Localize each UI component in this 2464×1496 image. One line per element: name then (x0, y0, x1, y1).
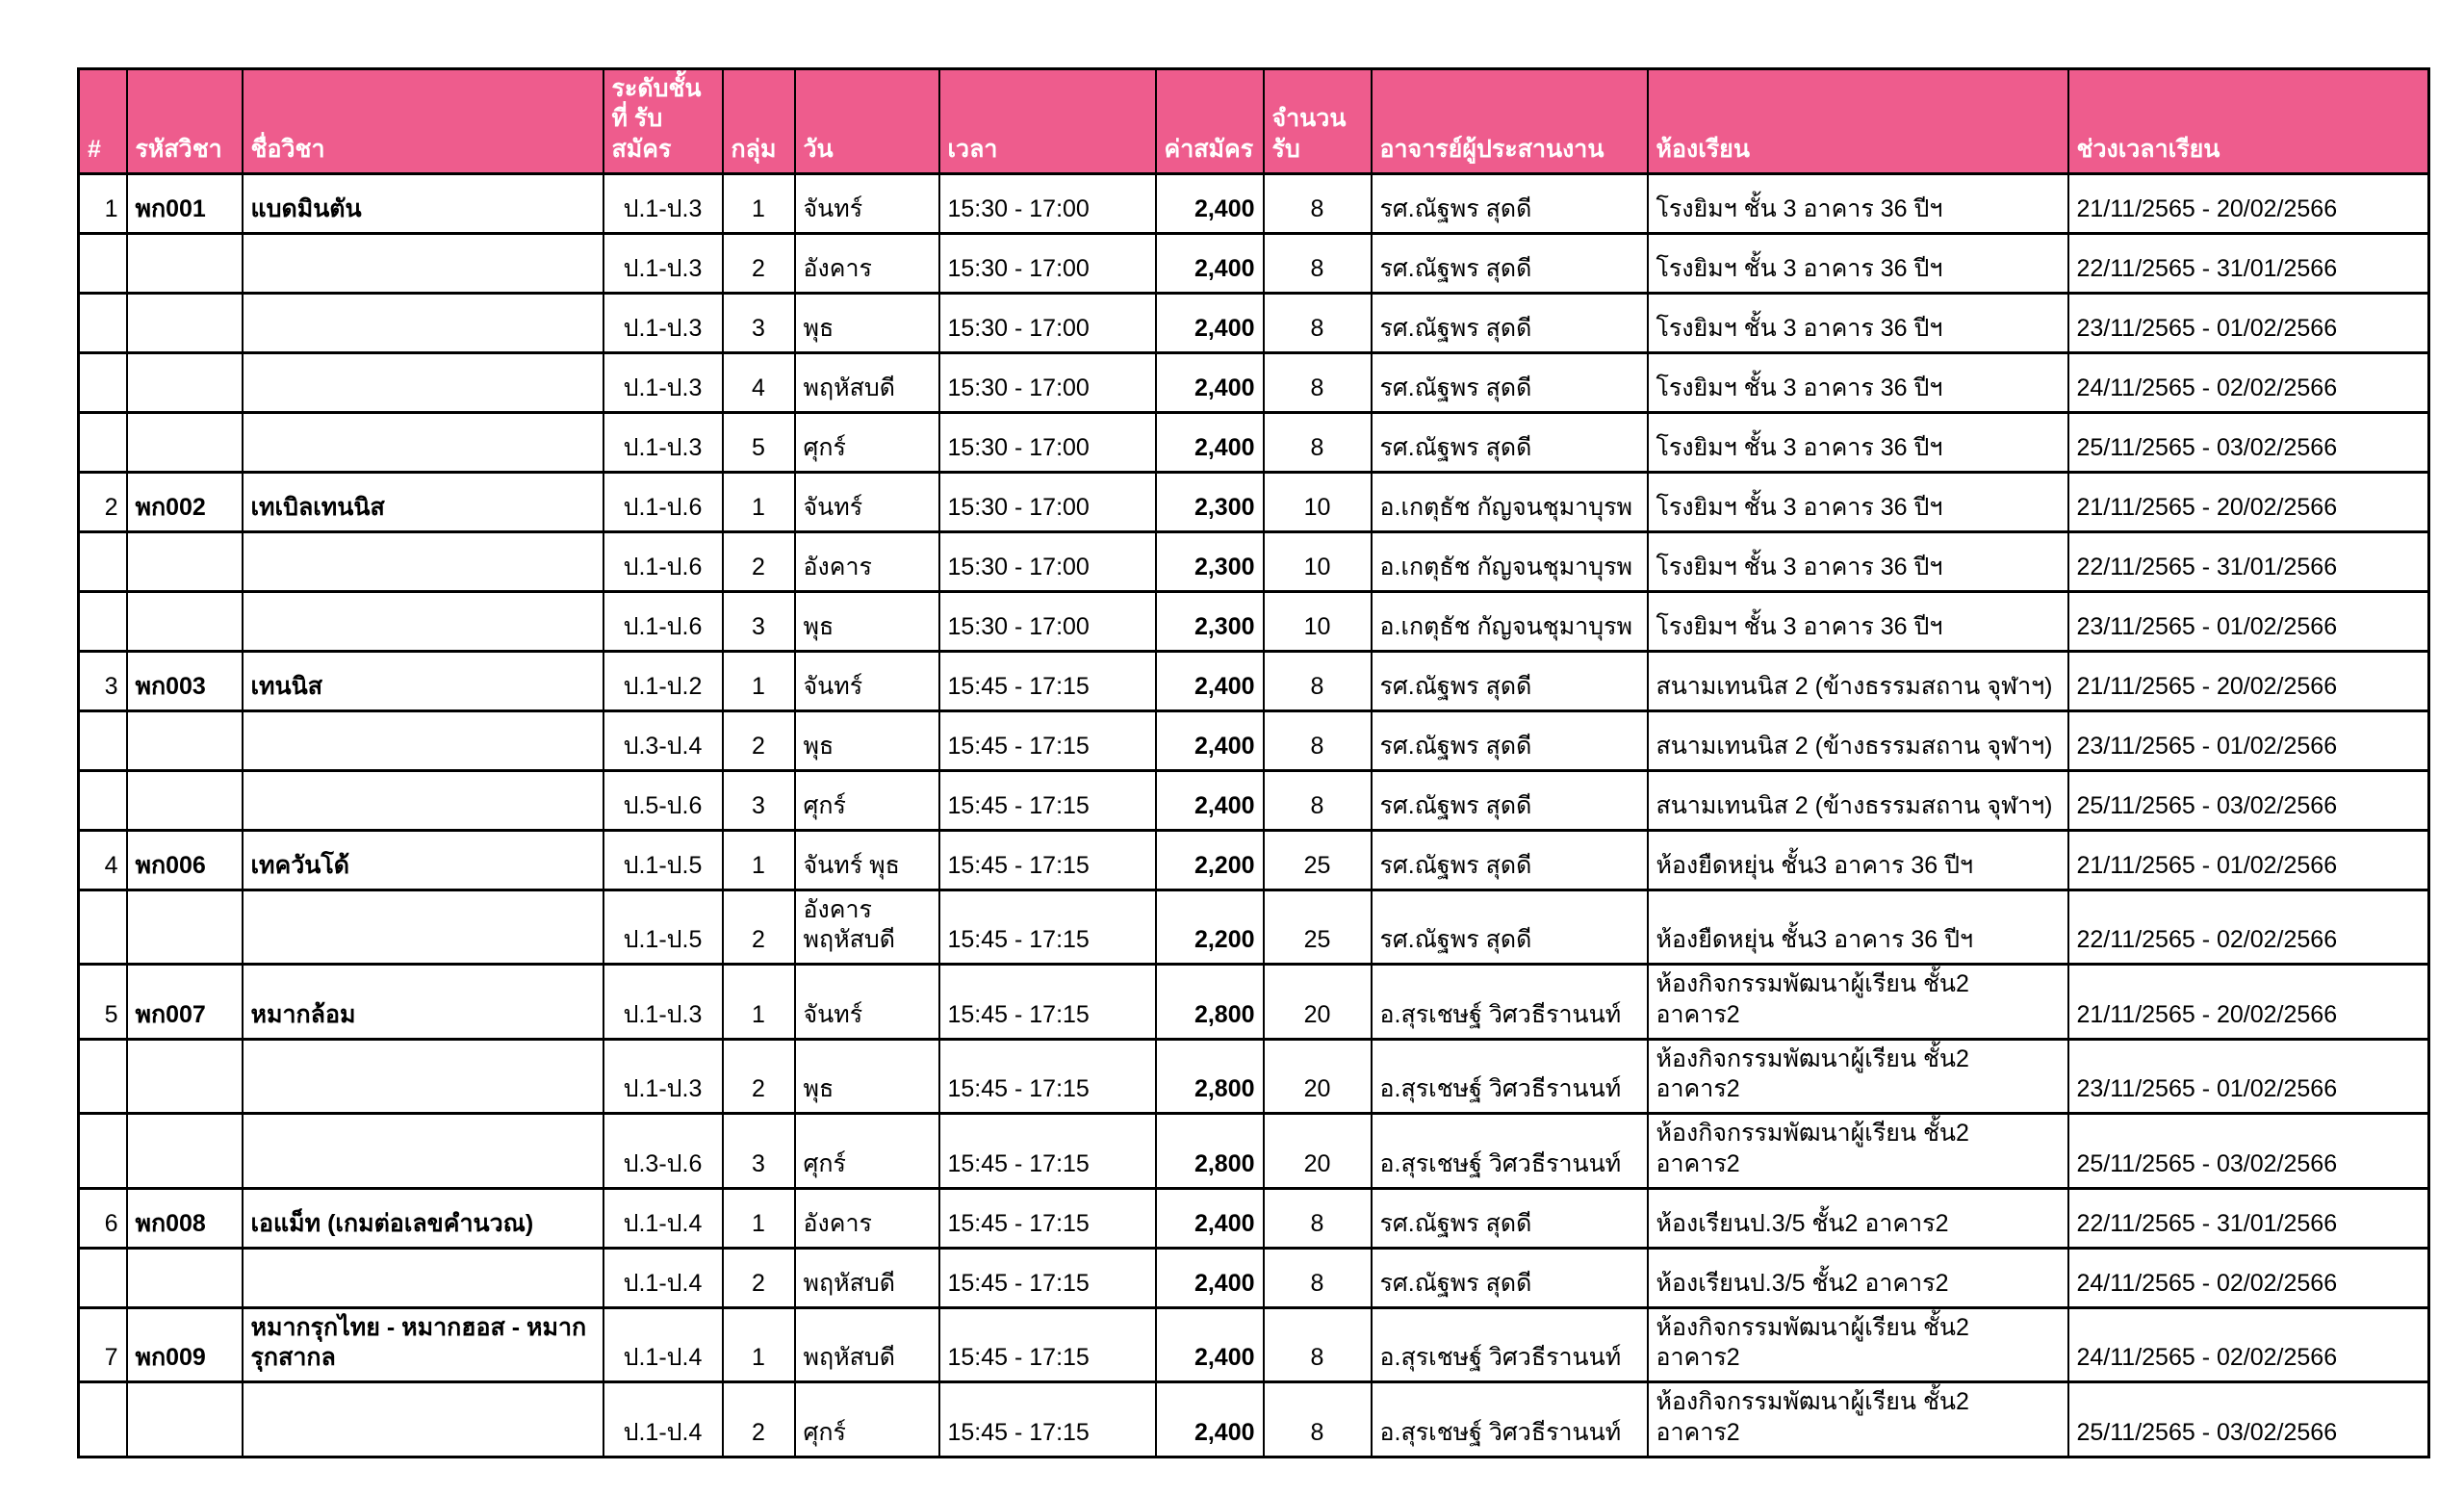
cell-study-period: 21/11/2565 - 20/02/2566 (2068, 173, 2429, 233)
cell-time: 15:45 - 17:15 (939, 1248, 1156, 1307)
cell-group: 1 (723, 472, 795, 531)
table-row (79, 591, 2429, 651)
cell-fee: 2,400 (1156, 293, 1264, 352)
cell-grade-level: ป.1-ป.4 (603, 1248, 723, 1307)
cell-course-name (243, 1382, 603, 1457)
cell-day: อังคาร พฤหัสบดี (795, 890, 939, 965)
cell-course-code (127, 412, 243, 472)
cell-seats: 20 (1264, 1039, 1372, 1114)
cell-time: 15:30 - 17:00 (939, 233, 1156, 293)
cell-seats: 8 (1264, 233, 1372, 293)
cell-time: 15:45 - 17:15 (939, 890, 1156, 965)
cell-room: โรงยิมฯ ชั้น 3 อาคาร 36 ปีฯ (1648, 173, 2068, 233)
cell-seats: 10 (1264, 472, 1372, 531)
cell-group: 2 (723, 233, 795, 293)
cell-grade-level: ป.1-ป.3 (603, 412, 723, 472)
cell-study-period: 24/11/2565 - 02/02/2566 (2068, 352, 2429, 412)
cell-course-code: พก002 (127, 472, 243, 531)
cell-row-number: 3 (79, 651, 127, 710)
cell-course-code: พก009 (127, 1307, 243, 1382)
cell-study-period: 21/11/2565 - 20/02/2566 (2068, 472, 2429, 531)
cell-grade-level: ป.1-ป.2 (603, 651, 723, 710)
table-row (79, 1039, 2429, 1114)
cell-grade-level: ป.3-ป.6 (603, 1114, 723, 1189)
cell-grade-level: ป.1-ป.6 (603, 531, 723, 591)
cell-grade-level: ป.1-ป.4 (603, 1307, 723, 1382)
cell-time: 15:30 - 17:00 (939, 412, 1156, 472)
cell-fee: 2,400 (1156, 710, 1264, 770)
cell-group: 2 (723, 1248, 795, 1307)
cell-row-number (79, 591, 127, 651)
cell-coordinator: อ.เกตุธัช กัญจนชุมาบุรพ (1372, 591, 1648, 651)
cell-day: พฤหัสบดี (795, 352, 939, 412)
cell-coordinator: อ.สุรเชษฐ์ วิศวธีรานนท์ (1372, 1382, 1648, 1457)
cell-grade-level: ป.1-ป.5 (603, 890, 723, 965)
cell-seats: 25 (1264, 890, 1372, 965)
cell-fee: 2,400 (1156, 1307, 1264, 1382)
cell-group: 1 (723, 651, 795, 710)
cell-day: พุธ (795, 710, 939, 770)
table-row (79, 233, 2429, 293)
cell-group: 1 (723, 1188, 795, 1248)
cell-course-name: เทนนิส (243, 651, 603, 710)
cell-grade-level: ป.1-ป.3 (603, 352, 723, 412)
cell-course-name: แบดมินตัน (243, 173, 603, 233)
cell-course-name (243, 890, 603, 965)
cell-seats: 8 (1264, 293, 1372, 352)
cell-seats: 8 (1264, 710, 1372, 770)
cell-coordinator: รศ.ณัฐพร สุดดี (1372, 233, 1648, 293)
cell-time: 15:45 - 17:15 (939, 710, 1156, 770)
cell-day: ศุกร์ (795, 1382, 939, 1457)
cell-course-name: เอแม็ท (เกมต่อเลขคำนวณ) (243, 1188, 603, 1248)
cell-grade-level: ป.1-ป.4 (603, 1188, 723, 1248)
cell-room: สนามเทนนิส 2 (ข้างธรรมสถาน จุฬาฯ) (1648, 651, 2068, 710)
cell-fee: 2,400 (1156, 1382, 1264, 1457)
cell-coordinator: รศ.ณัฐพร สุดดี (1372, 352, 1648, 412)
cell-study-period: 25/11/2565 - 03/02/2566 (2068, 1114, 2429, 1189)
cell-seats: 20 (1264, 965, 1372, 1040)
cell-time: 15:45 - 17:15 (939, 1114, 1156, 1189)
cell-fee: 2,800 (1156, 965, 1264, 1040)
header-room: ห้องเรียน (1648, 69, 2068, 174)
cell-row-number (79, 1039, 127, 1114)
cell-study-period: 21/11/2565 - 20/02/2566 (2068, 651, 2429, 710)
cell-group: 1 (723, 1307, 795, 1382)
cell-course-name (243, 531, 603, 591)
cell-time: 15:45 - 17:15 (939, 770, 1156, 830)
cell-row-number (79, 1382, 127, 1457)
cell-seats: 25 (1264, 830, 1372, 890)
cell-coordinator: รศ.ณัฐพร สุดดี (1372, 710, 1648, 770)
cell-row-number: 4 (79, 830, 127, 890)
cell-course-code: พก007 (127, 965, 243, 1040)
header-time: เวลา (939, 69, 1156, 174)
cell-fee: 2,300 (1156, 531, 1264, 591)
cell-course-name (243, 412, 603, 472)
cell-course-name (243, 1248, 603, 1307)
cell-day: พฤหัสบดี (795, 1307, 939, 1382)
table-body (79, 173, 2429, 1457)
header-coordinator: อาจารย์ผู้ประสานงาน (1372, 69, 1648, 174)
cell-row-number (79, 770, 127, 830)
cell-study-period: 22/11/2565 - 31/01/2566 (2068, 1188, 2429, 1248)
cell-study-period: 24/11/2565 - 02/02/2566 (2068, 1248, 2429, 1307)
cell-room: ห้องกิจกรรมพัฒนาผู้เรียน ชั้น2 อาคาร2 (1648, 1382, 2068, 1457)
cell-course-code: พก008 (127, 1188, 243, 1248)
cell-study-period: 24/11/2565 - 02/02/2566 (2068, 1307, 2429, 1382)
cell-row-number: 6 (79, 1188, 127, 1248)
cell-room: โรงยิมฯ ชั้น 3 อาคาร 36 ปีฯ (1648, 352, 2068, 412)
cell-course-name (243, 591, 603, 651)
cell-coordinator: อ.เกตุธัช กัญจนชุมาบุรพ (1372, 531, 1648, 591)
cell-time: 15:45 - 17:15 (939, 1188, 1156, 1248)
cell-fee: 2,800 (1156, 1114, 1264, 1189)
cell-coordinator: รศ.ณัฐพร สุดดี (1372, 412, 1648, 472)
table-row (79, 1248, 2429, 1307)
cell-seats: 8 (1264, 651, 1372, 710)
cell-coordinator: รศ.ณัฐพร สุดดี (1372, 1248, 1648, 1307)
header-group: กลุ่ม (723, 69, 795, 174)
cell-room: ห้องยืดหยุ่น ชั้น3 อาคาร 36 ปีฯ (1648, 890, 2068, 965)
cell-fee: 2,400 (1156, 233, 1264, 293)
cell-study-period: 25/11/2565 - 03/02/2566 (2068, 770, 2429, 830)
cell-row-number (79, 293, 127, 352)
cell-room: โรงยิมฯ ชั้น 3 อาคาร 36 ปีฯ (1648, 591, 2068, 651)
cell-fee: 2,200 (1156, 830, 1264, 890)
cell-room: ห้องกิจกรรมพัฒนาผู้เรียน ชั้น2 อาคาร2 (1648, 1307, 2068, 1382)
cell-fee: 2,400 (1156, 1248, 1264, 1307)
cell-course-name (243, 352, 603, 412)
cell-course-name (243, 1039, 603, 1114)
cell-group: 2 (723, 710, 795, 770)
table-row (79, 830, 2429, 890)
cell-grade-level: ป.1-ป.3 (603, 965, 723, 1040)
cell-grade-level: ป.1-ป.6 (603, 591, 723, 651)
cell-course-code (127, 531, 243, 591)
cell-course-code (127, 770, 243, 830)
cell-time: 15:30 - 17:00 (939, 352, 1156, 412)
cell-grade-level: ป.5-ป.6 (603, 770, 723, 830)
table-row (79, 890, 2429, 965)
cell-fee: 2,400 (1156, 412, 1264, 472)
header-course-name: ชื่อวิชา (243, 69, 603, 174)
cell-row-number (79, 412, 127, 472)
cell-course-name: หมากล้อม (243, 965, 603, 1040)
cell-grade-level: ป.1-ป.5 (603, 830, 723, 890)
header-study-period: ช่วงเวลาเรียน (2068, 69, 2429, 174)
cell-fee: 2,300 (1156, 591, 1264, 651)
cell-course-code: พก001 (127, 173, 243, 233)
cell-coordinator: อ.เกตุธัช กัญจนชุมาบุรพ (1372, 472, 1648, 531)
cell-course-name (243, 770, 603, 830)
header-day: วัน (795, 69, 939, 174)
cell-room: ห้องกิจกรรมพัฒนาผู้เรียน ชั้น2 อาคาร2 (1648, 1039, 2068, 1114)
cell-time: 15:45 - 17:15 (939, 830, 1156, 890)
cell-day: พฤหัสบดี (795, 1248, 939, 1307)
cell-row-number (79, 890, 127, 965)
cell-coordinator: รศ.ณัฐพร สุดดี (1372, 651, 1648, 710)
cell-day: ศุกร์ (795, 770, 939, 830)
cell-day: อังคาร (795, 233, 939, 293)
cell-group: 3 (723, 1114, 795, 1189)
cell-coordinator: รศ.ณัฐพร สุดดี (1372, 173, 1648, 233)
table-row (79, 173, 2429, 233)
cell-seats: 10 (1264, 591, 1372, 651)
cell-coordinator: รศ.ณัฐพร สุดดี (1372, 293, 1648, 352)
cell-fee: 2,400 (1156, 651, 1264, 710)
cell-time: 15:30 - 17:00 (939, 293, 1156, 352)
cell-seats: 8 (1264, 770, 1372, 830)
cell-group: 3 (723, 293, 795, 352)
cell-coordinator: อ.สุรเชษฐ์ วิศวธีรานนท์ (1372, 1307, 1648, 1382)
cell-day: จันทร์ (795, 651, 939, 710)
cell-room: ห้องเรียนป.3/5 ชั้น2 อาคาร2 (1648, 1188, 2068, 1248)
cell-grade-level: ป.1-ป.3 (603, 173, 723, 233)
cell-group: 2 (723, 1382, 795, 1457)
cell-room: ห้องกิจกรรมพัฒนาผู้เรียน ชั้น2 อาคาร2 (1648, 965, 2068, 1040)
cell-row-number (79, 1248, 127, 1307)
table-row (79, 352, 2429, 412)
cell-fee: 2,200 (1156, 890, 1264, 965)
header-course-code: รหัสวิชา (127, 69, 243, 174)
cell-room: โรงยิมฯ ชั้น 3 อาคาร 36 ปีฯ (1648, 293, 2068, 352)
cell-room: โรงยิมฯ ชั้น 3 อาคาร 36 ปีฯ (1648, 412, 2068, 472)
cell-seats: 10 (1264, 531, 1372, 591)
cell-course-name (243, 710, 603, 770)
cell-day: อังคาร (795, 1188, 939, 1248)
cell-course-code (127, 293, 243, 352)
header-seats: จำนวนรับ (1264, 69, 1372, 174)
cell-time: 15:45 - 17:15 (939, 1039, 1156, 1114)
cell-room: โรงยิมฯ ชั้น 3 อาคาร 36 ปีฯ (1648, 531, 2068, 591)
cell-study-period: 23/11/2565 - 01/02/2566 (2068, 1039, 2429, 1114)
cell-study-period: 21/11/2565 - 20/02/2566 (2068, 965, 2429, 1040)
cell-study-period: 23/11/2565 - 01/02/2566 (2068, 710, 2429, 770)
cell-fee: 2,300 (1156, 472, 1264, 531)
cell-seats: 8 (1264, 412, 1372, 472)
table-row (79, 651, 2429, 710)
cell-row-number: 7 (79, 1307, 127, 1382)
cell-course-name (243, 1114, 603, 1189)
cell-course-code (127, 352, 243, 412)
cell-day: อังคาร (795, 531, 939, 591)
cell-room: ห้องกิจกรรมพัฒนาผู้เรียน ชั้น2 อาคาร2 (1648, 1114, 2068, 1189)
cell-course-code (127, 890, 243, 965)
cell-study-period: 23/11/2565 - 01/02/2566 (2068, 293, 2429, 352)
cell-time: 15:30 - 17:00 (939, 531, 1156, 591)
cell-course-code (127, 1382, 243, 1457)
cell-grade-level: ป.1-ป.3 (603, 293, 723, 352)
cell-course-code (127, 1248, 243, 1307)
cell-study-period: 21/11/2565 - 01/02/2566 (2068, 830, 2429, 890)
header-index: # (79, 69, 127, 174)
cell-seats: 8 (1264, 1382, 1372, 1457)
cell-day: พุธ (795, 293, 939, 352)
cell-group: 2 (723, 1039, 795, 1114)
cell-study-period: 25/11/2565 - 03/02/2566 (2068, 1382, 2429, 1457)
cell-time: 15:30 - 17:00 (939, 173, 1156, 233)
cell-fee: 2,400 (1156, 173, 1264, 233)
cell-course-name (243, 293, 603, 352)
cell-group: 1 (723, 830, 795, 890)
header-fee: ค่าสมัคร (1156, 69, 1264, 174)
cell-seats: 8 (1264, 173, 1372, 233)
cell-coordinator: รศ.ณัฐพร สุดดี (1372, 1188, 1648, 1248)
cell-seats: 8 (1264, 352, 1372, 412)
cell-fee: 2,400 (1156, 1188, 1264, 1248)
cell-study-period: 22/11/2565 - 31/01/2566 (2068, 531, 2429, 591)
cell-day: จันทร์ พุธ (795, 830, 939, 890)
cell-course-code: พก003 (127, 651, 243, 710)
cell-day: พุธ (795, 591, 939, 651)
cell-room: สนามเทนนิส 2 (ข้างธรรมสถาน จุฬาฯ) (1648, 710, 2068, 770)
table-row (79, 531, 2429, 591)
cell-course-code (127, 591, 243, 651)
cell-grade-level: ป.1-ป.3 (603, 1039, 723, 1114)
cell-day: ศุกร์ (795, 1114, 939, 1189)
table-row (79, 1307, 2429, 1382)
cell-grade-level: ป.3-ป.4 (603, 710, 723, 770)
cell-course-code: พก006 (127, 830, 243, 890)
cell-study-period: 25/11/2565 - 03/02/2566 (2068, 412, 2429, 472)
cell-day: จันทร์ (795, 965, 939, 1040)
cell-group: 3 (723, 591, 795, 651)
cell-time: 15:45 - 17:15 (939, 1382, 1156, 1457)
cell-room: ห้องยืดหยุ่น ชั้น3 อาคาร 36 ปีฯ (1648, 830, 2068, 890)
cell-seats: 8 (1264, 1188, 1372, 1248)
cell-grade-level: ป.1-ป.4 (603, 1382, 723, 1457)
cell-coordinator: อ.สุรเชษฐ์ วิศวธีรานนท์ (1372, 1039, 1648, 1114)
cell-day: จันทร์ (795, 173, 939, 233)
table-row (79, 965, 2429, 1040)
cell-group: 2 (723, 890, 795, 965)
cell-course-name: หมากรุกไทย - หมากฮอส - หมากรุกสากล (243, 1307, 603, 1382)
cell-group: 5 (723, 412, 795, 472)
header-grade-level: ระดับชั้นที่ รับสมัคร (603, 69, 723, 174)
cell-seats: 20 (1264, 1114, 1372, 1189)
cell-group: 3 (723, 770, 795, 830)
table-row (79, 293, 2429, 352)
cell-row-number: 1 (79, 173, 127, 233)
cell-fee: 2,400 (1156, 352, 1264, 412)
cell-row-number: 2 (79, 472, 127, 531)
table-row (79, 1382, 2429, 1457)
cell-coordinator: รศ.ณัฐพร สุดดี (1372, 830, 1648, 890)
cell-group: 1 (723, 965, 795, 1040)
cell-study-period: 22/11/2565 - 31/01/2566 (2068, 233, 2429, 293)
cell-row-number (79, 352, 127, 412)
cell-course-name (243, 233, 603, 293)
cell-group: 4 (723, 352, 795, 412)
cell-course-code (127, 1114, 243, 1189)
cell-seats: 8 (1264, 1248, 1372, 1307)
cell-fee: 2,400 (1156, 770, 1264, 830)
course-schedule-table (77, 67, 2430, 1458)
table-row (79, 770, 2429, 830)
table-row (79, 710, 2429, 770)
cell-day: ศุกร์ (795, 412, 939, 472)
cell-time: 15:30 - 17:00 (939, 472, 1156, 531)
cell-grade-level: ป.1-ป.6 (603, 472, 723, 531)
cell-group: 1 (723, 173, 795, 233)
cell-time: 15:45 - 17:15 (939, 1307, 1156, 1382)
cell-coordinator: อ.สุรเชษฐ์ วิศวธีรานนท์ (1372, 1114, 1648, 1189)
cell-fee: 2,800 (1156, 1039, 1264, 1114)
cell-room: สนามเทนนิส 2 (ข้างธรรมสถาน จุฬาฯ) (1648, 770, 2068, 830)
cell-room: ห้องเรียนป.3/5 ชั้น2 อาคาร2 (1648, 1248, 2068, 1307)
table-row (79, 1114, 2429, 1189)
cell-course-code (127, 1039, 243, 1114)
cell-time: 15:45 - 17:15 (939, 651, 1156, 710)
cell-coordinator: รศ.ณัฐพร สุดดี (1372, 890, 1648, 965)
cell-study-period: 22/11/2565 - 02/02/2566 (2068, 890, 2429, 965)
cell-day: จันทร์ (795, 472, 939, 531)
cell-grade-level: ป.1-ป.3 (603, 233, 723, 293)
cell-coordinator: อ.สุรเชษฐ์ วิศวธีรานนท์ (1372, 965, 1648, 1040)
cell-coordinator: รศ.ณัฐพร สุดดี (1372, 770, 1648, 830)
cell-course-code (127, 710, 243, 770)
cell-row-number: 5 (79, 965, 127, 1040)
table-header-row (79, 69, 2429, 174)
cell-room: โรงยิมฯ ชั้น 3 อาคาร 36 ปีฯ (1648, 233, 2068, 293)
cell-time: 15:30 - 17:00 (939, 591, 1156, 651)
cell-row-number (79, 531, 127, 591)
cell-course-name: เทเบิลเทนนิส (243, 472, 603, 531)
cell-row-number (79, 710, 127, 770)
table-row (79, 472, 2429, 531)
cell-room: โรงยิมฯ ชั้น 3 อาคาร 36 ปีฯ (1648, 472, 2068, 531)
cell-group: 2 (723, 531, 795, 591)
cell-row-number (79, 233, 127, 293)
cell-course-code (127, 233, 243, 293)
table-row (79, 412, 2429, 472)
cell-course-name: เทควันโด้ (243, 830, 603, 890)
cell-time: 15:45 - 17:15 (939, 965, 1156, 1040)
table-row (79, 1188, 2429, 1248)
cell-seats: 8 (1264, 1307, 1372, 1382)
cell-study-period: 23/11/2565 - 01/02/2566 (2068, 591, 2429, 651)
cell-row-number (79, 1114, 127, 1189)
cell-day: พุธ (795, 1039, 939, 1114)
